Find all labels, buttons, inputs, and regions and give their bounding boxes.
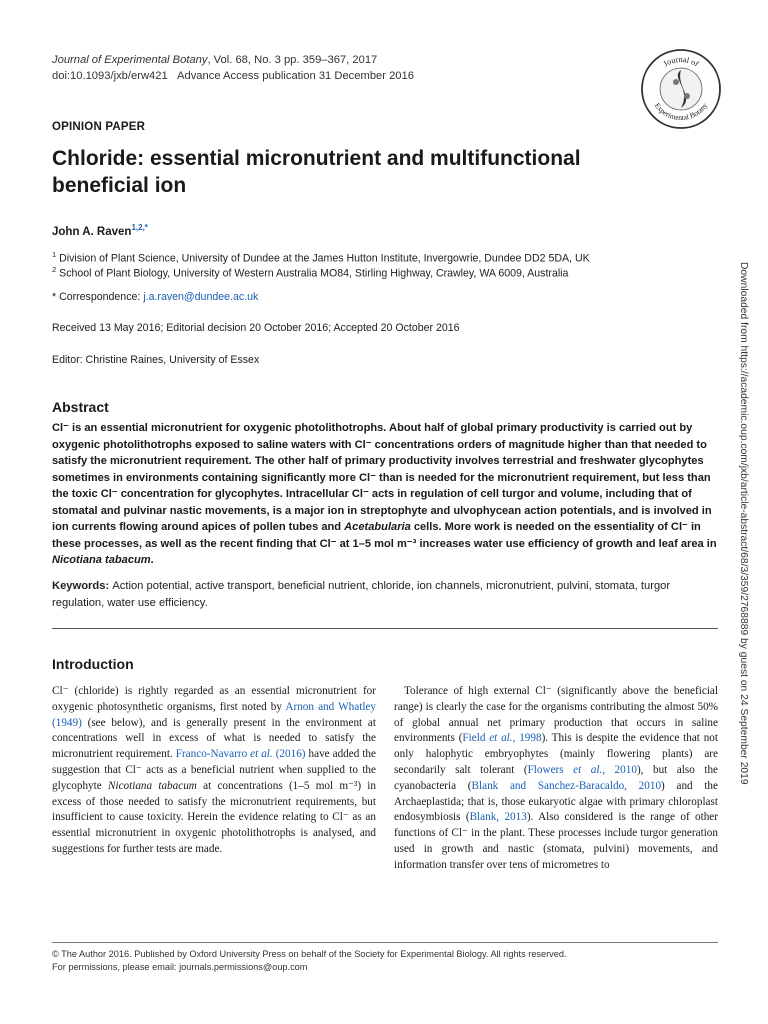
citation-year: , 2010 xyxy=(602,763,637,776)
download-watermark xyxy=(735,262,749,785)
copyright-line: © The Author 2016. Published by Oxford University Press on behalf of the Society for Experimental Biology. All rights reserved. xyxy=(52,949,567,959)
abstract-part-1: Cl⁻ is an essential micronutrient for oxygenic photolithotrophs. About half of global primary productivity is carried out by oxygenic photolithotrophs exposed to saline waters with Cl⁻ concentrations orders of magnitude higher than that needed to satisfy the micronutrient requirement. The other half of primary productivity involves terrestrial and freshwater glycophytes sometimes in environments containing significantly more Cl⁻ than is needed for the micronutrient requirement, but less than the toxic Cl⁻ concentration for glycophytes. Intracellular Cl⁻ acts in regulation of cell turgor and volume, including that of stomatal and pulvinar nastic movements, is a major ion in streptophyte and ulvophycean action potentials, and is involved in ion currents flowing around apices of pollen tubes and xyxy=(52,422,712,533)
author xyxy=(52,223,148,238)
intro-text: at concentrations (1–5 mol m⁻³) in excess of those needed to satisfy the micronutrient requirements, but insufficient to cause toxicity. Herein the evidence relating to Cl⁻ as an essential micronutrient in oxygenic photolithotrophs is analysed, and suggestions for further tests are made. xyxy=(52,779,377,855)
page-title: Chloride: essential micronutrient and multifunctional beneficial ion xyxy=(52,147,581,197)
abstract-italic-1: Acetabularia xyxy=(344,521,411,533)
article-dates: Received 13 May 2016; Editorial decision 20 October 2016; Accepted 20 October 2016 xyxy=(52,322,460,334)
citation-author: Franco-Navarro xyxy=(175,748,251,761)
abstract-part-2: cells. More work is needed on the essentiality of Cl⁻ in these processes, as well as the recent finding that Cl⁻ at 1–5 mol m⁻³ increases water use efficiency of growth and leaf area in xyxy=(52,521,717,550)
intro-text: ). Also considered is the range of other functions of Cl⁻ in the plant. These processes include turgor generation used in growth and nastic (stomata, pulvini) movements, and information transfer over tens of micrometres to xyxy=(394,811,719,871)
citation-etal: et al. xyxy=(489,732,513,745)
affiliation-2 xyxy=(52,262,568,282)
intro-text: (see below), and is generally present in the environment at concentrations well in excess of what is needed to satisfy the micronutrient requirement. xyxy=(52,716,376,761)
citation-link[interactable] xyxy=(528,764,637,776)
intro-text: have added the suggestion that Cl⁻ acts as a beneficial nutrient when supplied to the glycophyte xyxy=(52,748,376,792)
citation-author: Field xyxy=(462,732,490,745)
abstract-heading: Abstract xyxy=(52,399,109,415)
citation-year: , 1998 xyxy=(512,732,542,745)
affiliation-text: Division of Plant Science, University of Dundee at the James Hutton Institute, Invergowrie, Dundee DD2 5DA, UK xyxy=(59,252,590,265)
introduction-heading: Introduction xyxy=(52,656,134,672)
download-note-text: Downloaded from https://academic.oup.com/jxb/article-abstract/68/3/359/2768889 by guest on 24 September 2019 xyxy=(738,262,749,785)
correspondence-email-link[interactable]: j.a.raven@dundee.ac.uk xyxy=(143,291,259,303)
journal-logo xyxy=(640,48,722,130)
abstract-part-3: . xyxy=(150,554,154,566)
citation-link[interactable] xyxy=(462,732,541,744)
citation-link[interactable]: Blank and Sanchez-Baracaldo, 2010 xyxy=(471,779,662,792)
introduction-right-column xyxy=(394,684,718,874)
citation-etal: et al. xyxy=(573,763,603,776)
author-affiliation-marks[interactable]: 1,2,* xyxy=(131,223,148,232)
citation-year: (2016) xyxy=(272,748,306,761)
intro-text: ), but also the cyanobacteria ( xyxy=(394,763,719,792)
correspondence-label: * Correspondence: xyxy=(52,291,144,303)
logo-text-top: Journal of xyxy=(661,54,701,69)
intro-text: Tolerance of high external Cl⁻ (significantly above the beneficial range) is clearly the case for the organisms contributing the almost 50% of global annual net primary production that occurs in saline environments ( xyxy=(394,685,718,745)
abstract-italic-2: Nicotiana tabacum xyxy=(52,554,151,566)
affiliation-number: 1 xyxy=(52,250,57,259)
keywords xyxy=(52,578,718,611)
citation-etal: et al. xyxy=(250,748,273,761)
doi[interactable]: doi:10.1093/jxb/erw421 xyxy=(52,70,168,82)
intro-text: ) and the Archaeplastida; that is, those eukaryotic algae with primary chloroplast endosymbiosis ( xyxy=(394,779,718,824)
intro-text: ). This is despite the evidence that not only halophytic embryophytes (mainly flowering plants) are secondarily salt tolerant ( xyxy=(394,732,718,776)
editor-line: Editor: Christine Raines, University of Essex xyxy=(52,354,260,366)
abstract-text xyxy=(52,420,718,569)
citation-link[interactable] xyxy=(176,748,306,760)
keywords-text: Action potential, active transport, beneficial nutrient, chloride, ion channels, micronutrient, pulvini, stomata, turgor regulation, water use efficiency. xyxy=(52,580,671,609)
section-divider xyxy=(52,628,718,629)
journal-citation xyxy=(52,52,414,84)
journal-details: , Vol. 68, No. 3 pp. 359–367, 2017 xyxy=(207,54,378,66)
logo-text-bottom: Experimental Botany xyxy=(652,101,710,123)
article-type: OPINION PAPER xyxy=(52,121,146,133)
copyright-footer xyxy=(52,948,567,974)
introduction-left-column xyxy=(52,684,376,858)
footer-divider xyxy=(52,942,718,943)
affiliation-number: 2 xyxy=(52,265,57,274)
intro-text: Cl⁻ (chloride) is rightly regarded as an essential micronutrient for oxygenic photosynthetic organisms, first noted by xyxy=(52,685,376,713)
author-name: John A. Raven xyxy=(52,225,132,238)
permissions-line: For permissions, please email: journals.permissions@oup.com xyxy=(52,962,308,972)
citation-link[interactable]: Arnon and Whatley (1949) xyxy=(52,700,376,729)
species-name: Nicotiana tabacum xyxy=(107,779,197,792)
citation-author: Flowers xyxy=(527,763,574,776)
keywords-label: Keywords: xyxy=(52,580,110,592)
correspondence xyxy=(52,289,258,305)
journal-name: Journal of Experimental Botany xyxy=(52,54,208,66)
svg-text:Journal of xyxy=(662,55,701,69)
advance-access: Advance Access publication 31 December 2016 xyxy=(177,70,414,82)
citation-link[interactable]: Blank, 2013 xyxy=(469,811,527,824)
affiliation-text: School of Plant Biology, University of Western Australia MO84, Stirling Highway, Crawley, WA 6009, Australia xyxy=(59,267,569,280)
